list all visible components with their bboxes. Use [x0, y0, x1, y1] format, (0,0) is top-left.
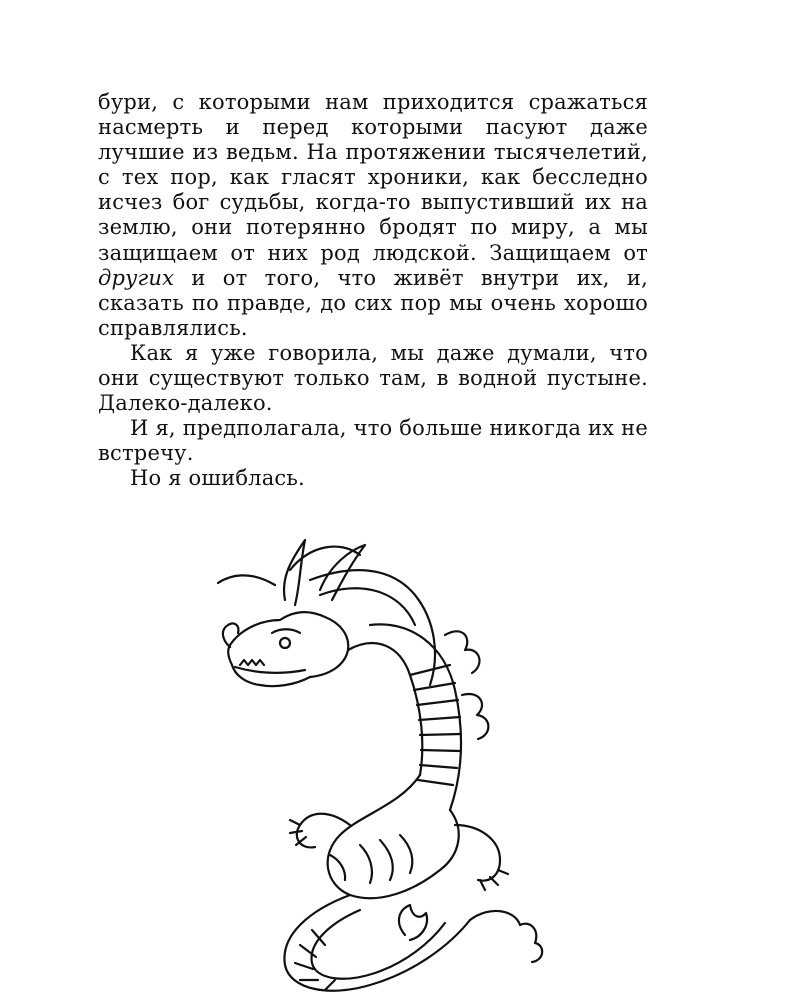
paragraph-3 — [98, 416, 648, 466]
mane-streamer — [310, 570, 435, 685]
hind-leg — [455, 825, 500, 881]
neck-front — [348, 643, 422, 775]
whisker-left — [218, 575, 275, 585]
paragraph-1-text-a: бури, с которыми нам приходится сражаться насмерть и перед которыми пасуют даже лучшие из ведьм. На протяжении тысячелетий, с тех пор, как гласят хроники, как бесследно исчез бог судьбы, когда-то выпустивший их на землю, они потерянно бродят по миру, а мы защищаем от них род людской. Защищаем от — [98, 90, 648, 265]
paragraph-2-text: Как я уже говорила, мы даже думали, что они существуют только там, в водной пустыне. Далеко-далеко. — [98, 340, 648, 416]
horn-left — [284, 540, 305, 605]
paragraph-4 — [98, 466, 648, 491]
belly-scales — [410, 665, 461, 785]
paragraph-3-text: И я, предполагала, что больше никогда их не встречу. — [98, 416, 648, 466]
paragraph-1 — [98, 90, 648, 341]
tail-fin — [470, 911, 542, 962]
torso — [328, 775, 459, 898]
jaw — [235, 667, 305, 673]
tail-inner — [312, 910, 445, 979]
tail-scales — [295, 930, 335, 990]
paragraph-2 — [98, 341, 648, 416]
flame-tuft — [399, 905, 427, 940]
brow — [272, 629, 300, 633]
dragon-illustration-icon — [200, 525, 580, 1000]
paragraph-1-italic-word: других — [98, 265, 175, 290]
paragraph-1-text-b: и от того, что живёт внутри их, и, сказать по правде, до сих пор мы очень хорошо справлялись. — [98, 265, 648, 340]
tail-outer — [284, 895, 470, 991]
paragraph-4-text: Но я ошиблась. — [130, 466, 305, 491]
mane-fin-1 — [445, 631, 479, 673]
front-leg — [297, 814, 350, 848]
fur-strokes — [330, 835, 412, 883]
mane-fin-2 — [462, 694, 488, 739]
body-text — [98, 90, 648, 492]
head-outline — [228, 612, 348, 686]
teeth — [240, 660, 264, 665]
eye — [280, 638, 290, 648]
